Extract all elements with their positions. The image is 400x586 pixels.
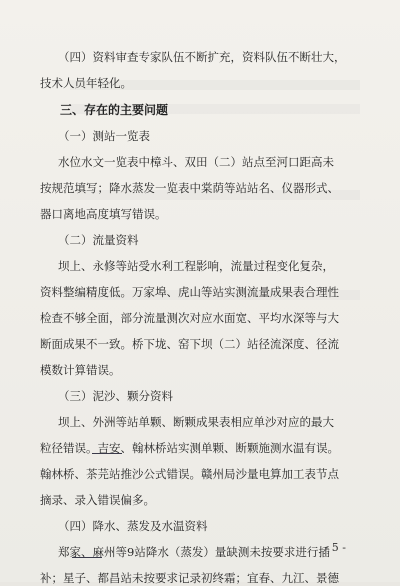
- paragraph-line: 断面成果不一致。桥下垅、窑下坝（二）站径流深度、径流: [40, 337, 339, 351]
- pen-underline: [72, 557, 102, 558]
- subsection-heading: （四）降水、蒸发及水温资料: [58, 519, 208, 533]
- paragraph-line: 水位水文一览表中樟斗、双田（二）站点至河口距高未: [58, 155, 334, 169]
- page-number: - 5 -: [324, 541, 346, 554]
- paragraph-line: 技术人员年轻化。: [40, 76, 132, 90]
- paragraph-line: 坝上、永修等站受水利工程影响，流量过程变化复杂，: [58, 259, 334, 273]
- paragraph-line: 郑家、麻州等9站降水（蒸发）量缺测未按要求进行插: [58, 545, 330, 559]
- paragraph-line: 翰林桥、茶芫站推沙公式错误。赣州局沙量电算加工表节点: [40, 467, 339, 481]
- paragraph-line: 资料整编精度低。万家埠、虎山等站实测流量成果表合理性: [40, 285, 339, 299]
- paragraph-line: 粒径错误。吉安、翰林桥站实测单颗、断颗施测水温有误。: [40, 441, 339, 455]
- paragraph-line: 器口离地高度填写错误。: [40, 207, 167, 221]
- paragraph-line: 按规范填写；降水蒸发一览表中棠荫等站站名、仪器形式、: [40, 181, 339, 195]
- paragraph-line: 摘录、录入错误偏多。: [40, 493, 155, 507]
- subsection-heading: （一）测站一览表: [58, 129, 150, 143]
- paragraph-line: 补；星子、都昌站未按要求记录初终霜；宜春、九江、景德: [40, 571, 339, 585]
- paragraph-line: 模数计算错误。: [40, 363, 121, 377]
- subsection-heading: （二）流量资料: [58, 233, 139, 247]
- paragraph-line: （四）资料审查专家队伍不断扩充，资料队伍不断壮大，: [58, 50, 346, 64]
- paragraph-line: 坝上、外洲等站单颗、断颗成果表相应单沙对应的最大: [58, 415, 334, 429]
- section-heading: 三、存在的主要问题: [60, 103, 169, 117]
- subsection-heading: （三）泥沙、颗分资料: [58, 389, 173, 403]
- paragraph-line: 检查不够全面，部分流量测次对应水面宽、平均水深等与大: [40, 311, 339, 325]
- pen-underline: [92, 453, 122, 454]
